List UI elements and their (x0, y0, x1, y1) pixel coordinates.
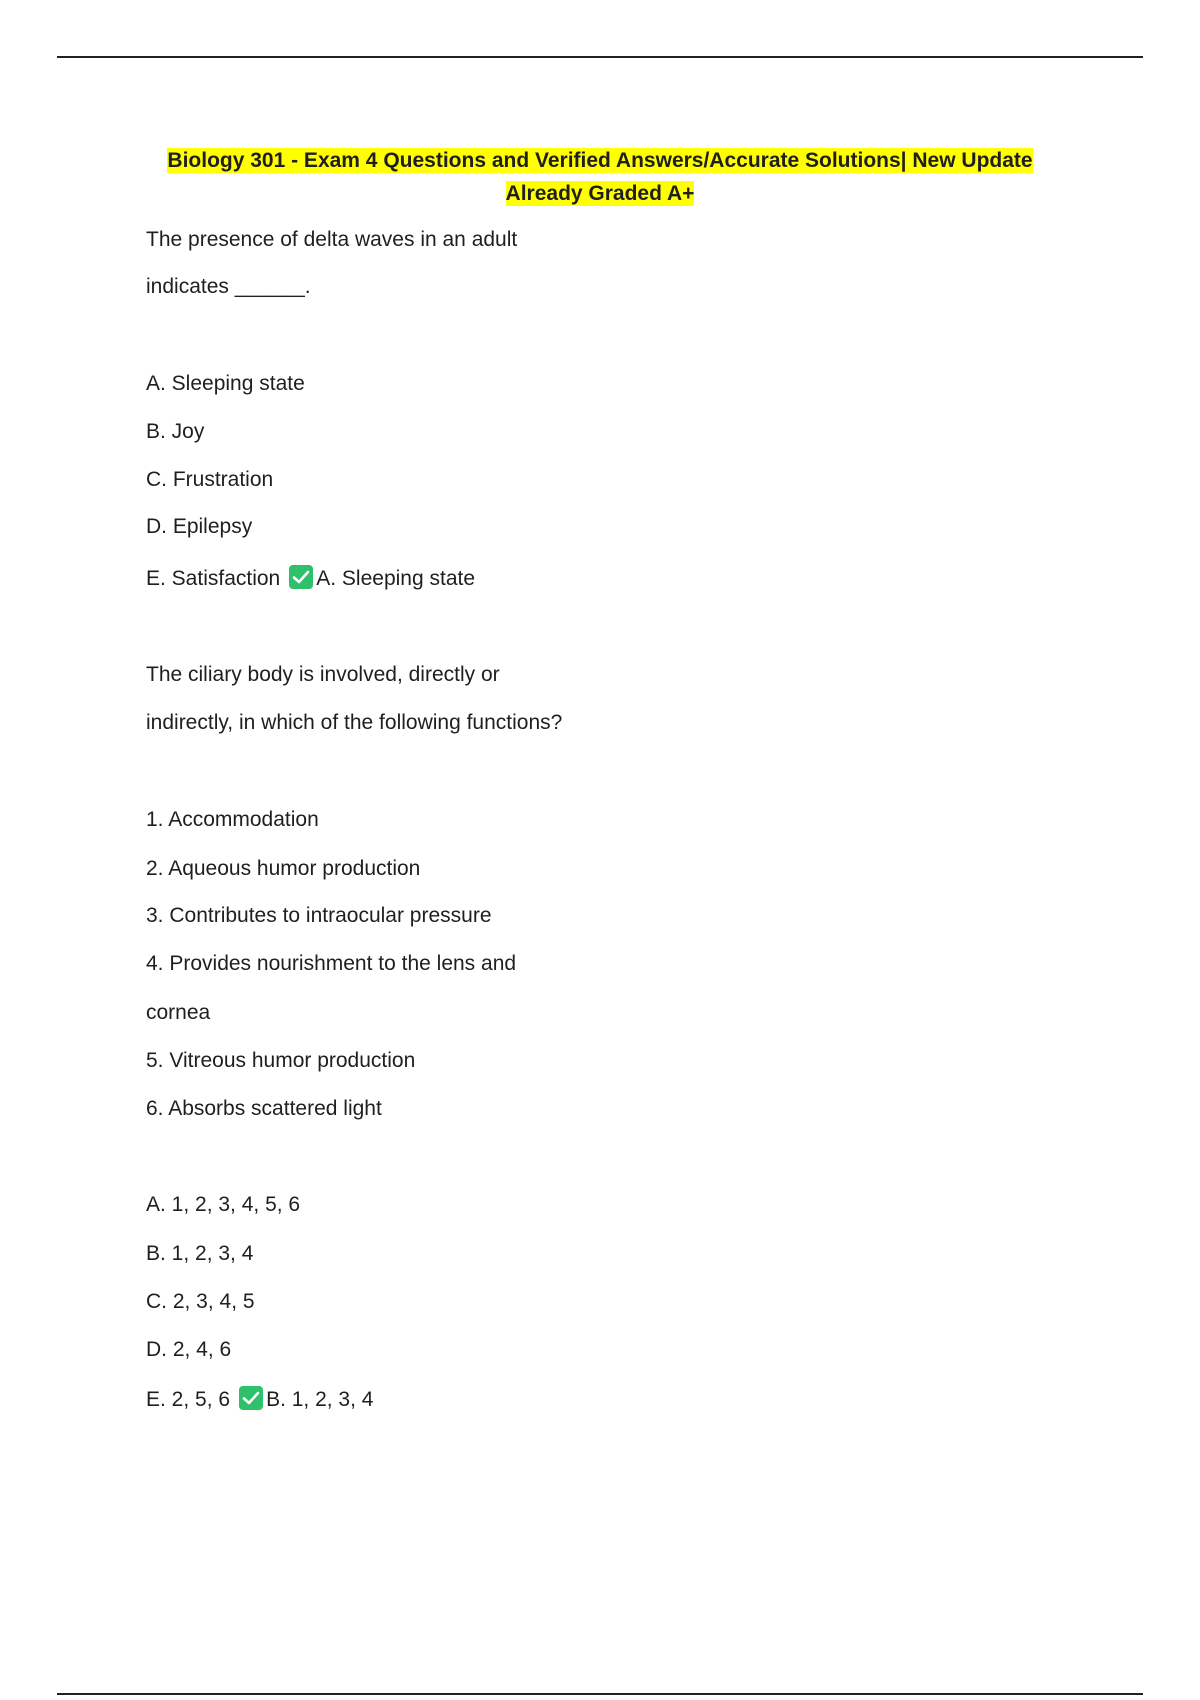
check-mark-icon (289, 565, 313, 589)
title-line-2: Already Graded A+ (505, 182, 695, 205)
question-2-statement-4-cont: cornea (146, 1001, 211, 1024)
question-2-statement-6: 6. Absorbs scattered light (146, 1097, 382, 1120)
question-2-option-c: C. 2, 3, 4, 5 (146, 1290, 255, 1313)
question-1-option-b: B. Joy (146, 420, 205, 443)
question-1-option-e-row (146, 565, 475, 593)
question-2-answer: B. 1, 2, 3, 4 (266, 1388, 374, 1411)
question-1-option-c: C. Frustration (146, 468, 274, 491)
question-1-answer: A. Sleeping state (316, 567, 476, 590)
question-2-statement-3: 3. Contributes to intraocular pressure (146, 904, 492, 927)
check-mark-icon (239, 1386, 263, 1410)
question-2-option-a: A. 1, 2, 3, 4, 5, 6 (146, 1193, 301, 1216)
question-2-option-e: E. 2, 5, 6 (146, 1388, 231, 1411)
title-line-1: Biology 301 - Exam 4 Questions and Verified Answers/Accurate Solutions| New Update (167, 149, 1033, 172)
footer-rule (57, 1693, 1143, 1695)
question-1-option-d: D. Epilepsy (146, 515, 253, 538)
question-1-prompt-line-2: indicates ______. (146, 275, 311, 298)
question-2-statement-5: 5. Vitreous humor production (146, 1049, 416, 1072)
question-2-prompt-line-2: indirectly, in which of the following functions? (146, 711, 563, 734)
question-2-statement-2: 2. Aqueous humor production (146, 857, 421, 880)
question-2-option-e-row (146, 1386, 373, 1414)
question-2-option-d: D. 2, 4, 6 (146, 1338, 232, 1361)
question-2-prompt-line-1: The ciliary body is involved, directly or (146, 663, 500, 686)
question-1-option-a: A. Sleeping state (146, 372, 305, 395)
question-1-prompt-line-1: The presence of delta waves in an adult (146, 228, 518, 251)
question-2-statement-1: 1. Accommodation (146, 808, 319, 831)
document-title (150, 144, 1050, 210)
header-rule (57, 56, 1143, 58)
question-2-statement-4: 4. Provides nourishment to the lens and (146, 952, 517, 975)
question-1-option-e: E. Satisfaction (146, 567, 281, 590)
question-2-option-b: B. 1, 2, 3, 4 (146, 1242, 254, 1265)
